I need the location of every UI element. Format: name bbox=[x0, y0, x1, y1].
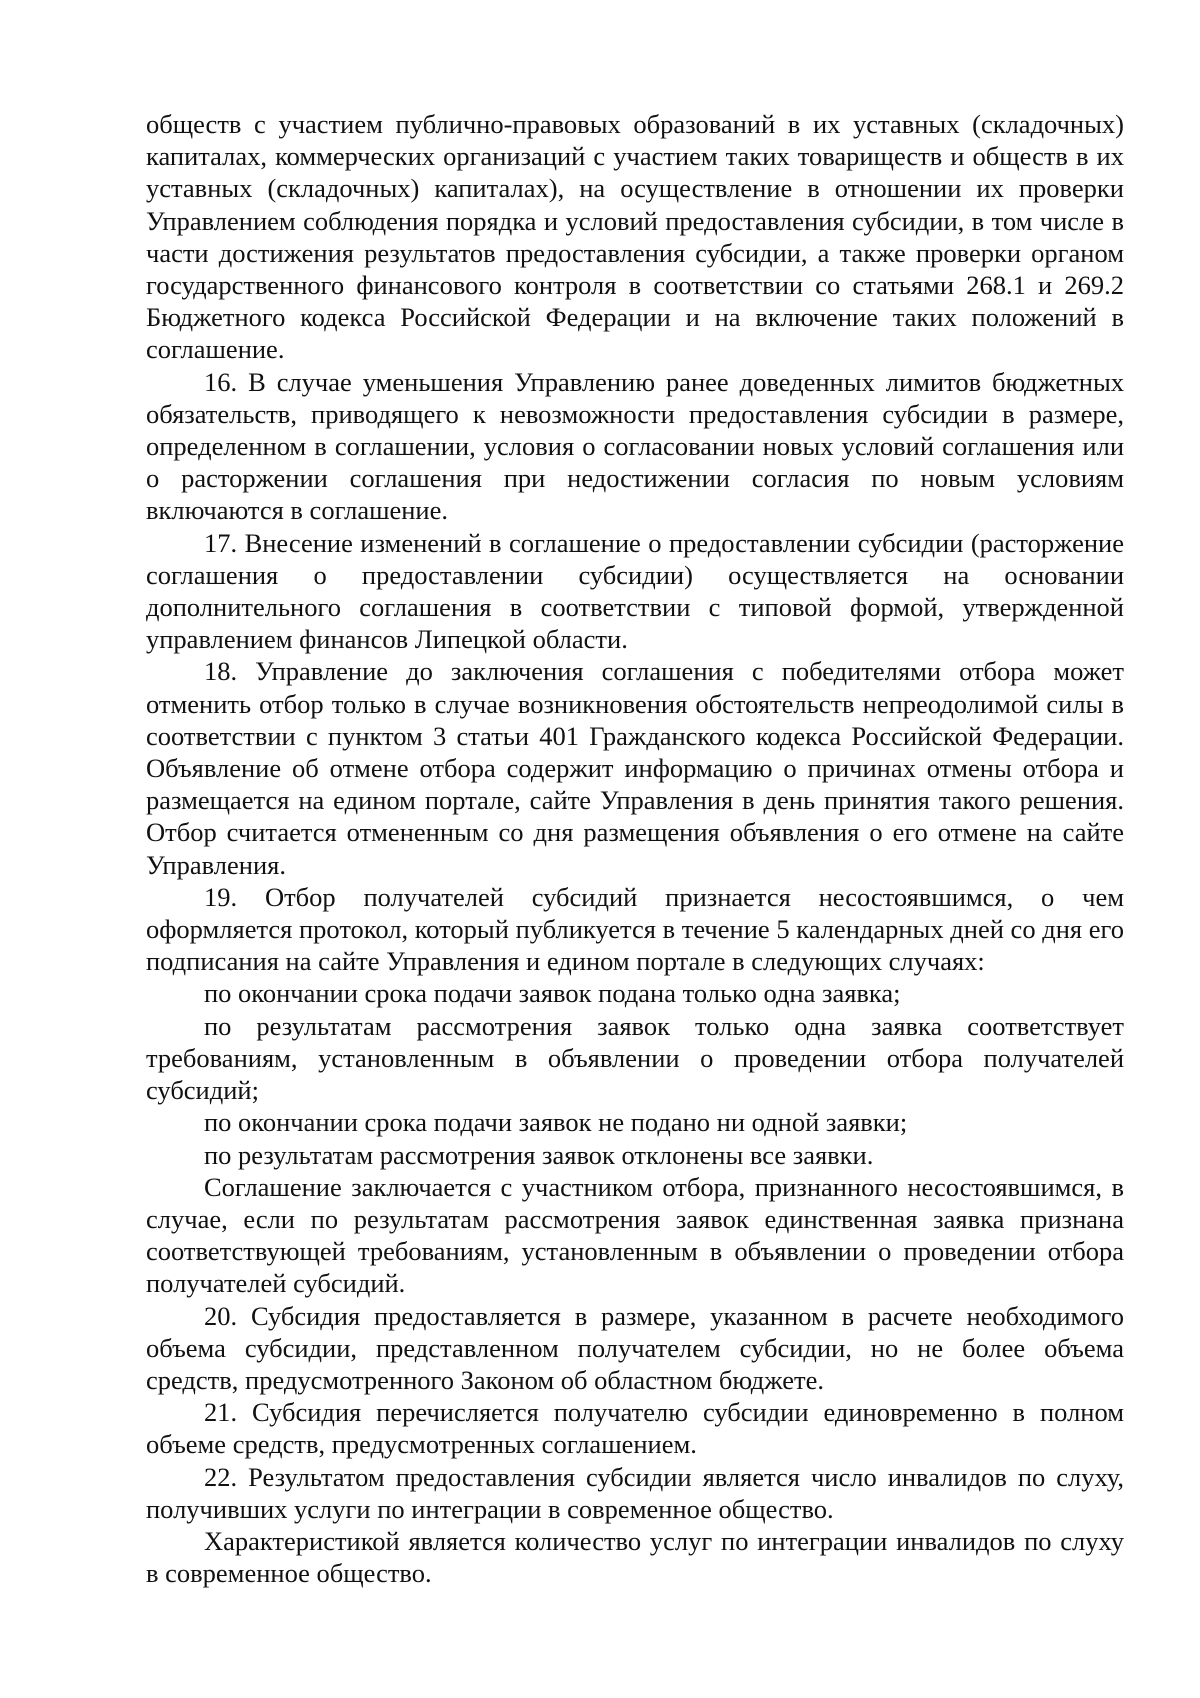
paragraph-22: 22. Результатом предоставления субсидии является число инвалидов по слуху, получивших услуги по интеграции в современное общество. bbox=[146, 1461, 1124, 1524]
paragraph-22-characteristic: Характеристикой является количество услуг по интеграции инвалидов по слуху в современное общество. bbox=[146, 1525, 1124, 1589]
paragraph-21: 21. Субсидия перечисляется получателю субсидии единовременно в полном объеме средств, предусмотренных соглашением. bbox=[146, 1397, 1124, 1460]
document-page bbox=[146, 108, 1124, 1589]
paragraph-19: 19. Отбор получателей субсидий признается несостоявшимся, о чем оформляется протокол, который публикуется в течение 5 календарных дней со дня его подписания на сайте Управления и едином портале в следующих случаях: bbox=[146, 881, 1124, 977]
paragraph-19-agreement: Соглашение заключается с участником отбора, признанного несостоявшимся, в случае, если по результатам рассмотрения заявок единственная заявка признана соответствующей требованиям, установленным в объявлении о проведении отбора получателей субсидий. bbox=[146, 1171, 1124, 1299]
paragraph-20: 20. Субсидия предоставляется в размере, указанном в расчете необходимого объема субсидии, представленном получателем субсидии, но не более объема средств, предусмотренного Законом об областном бюджете. bbox=[146, 1300, 1124, 1395]
paragraph-18: 18. Управление до заключения соглашения с победителями отбора может отменить отбор только в случае возникновения обстоятельств непреодолимой силы в соответствии с пунктом 3 статьи 401 Гражданского кодекса Российской Федерации. Объявление об отмене отбора содержит информацию о причинах отмены отбора и размещается на едином портале, сайте Управления в день принятия такого решения. Отбор считается отмененным со дня размещения объявления о его отмене на сайте Управления. bbox=[146, 656, 1124, 880]
paragraph-continuation: обществ с участием публично-правовых образований в их уставных (складочных) капиталах, коммерческих организаций с участием таких товариществ и обществ в их уставных (складочных) капиталах), на осуществление в отношении их проверки Управлением соблюдения порядка и условий предоставления субсидии, в том числе в части достижения результатов предоставления субсидии, а также проверки органом государственного финансового контроля в соответствии со статьями 268.1 и 269.2 Бюджетного кодекса Российской Федерации и на включение таких положений в соглашение. bbox=[146, 109, 1124, 365]
paragraph-19-case-all-rejected: по результатам рассмотрения заявок отклонены все заявки. bbox=[204, 1139, 874, 1170]
paragraph-19-case-no-applications: по окончании срока подачи заявок не подано ни одной заявки; bbox=[204, 1107, 908, 1138]
paragraph-16: 16. В случае уменьшения Управлению ранее доведенных лимитов бюджетных обязательств, приводящего к невозможности предоставления субсидии в размере, определенном в соглашении, условия о согласовании новых условий соглашения или о расторжении соглашения при недостижении согласия по новым условиям включаются в соглашение. bbox=[146, 366, 1124, 526]
paragraph-19-case-one-application: по окончании срока подачи заявок подана только одна заявка; bbox=[204, 978, 901, 1009]
paragraph-17: 17. Внесение изменений в соглашение о предоставлении субсидии (расторжение соглашения о предоставлении субсидии) осуществляется на основании дополнительного соглашения в соответствии с типовой формой, утвержденной управлением финансов Липецкой области. bbox=[146, 527, 1124, 655]
paragraph-19-case-one-compliant: по результатам рассмотрения заявок только одна заявка соответствует требованиям, установленным в объявлении о проведении отбора получателей субсидий; bbox=[146, 1010, 1124, 1106]
